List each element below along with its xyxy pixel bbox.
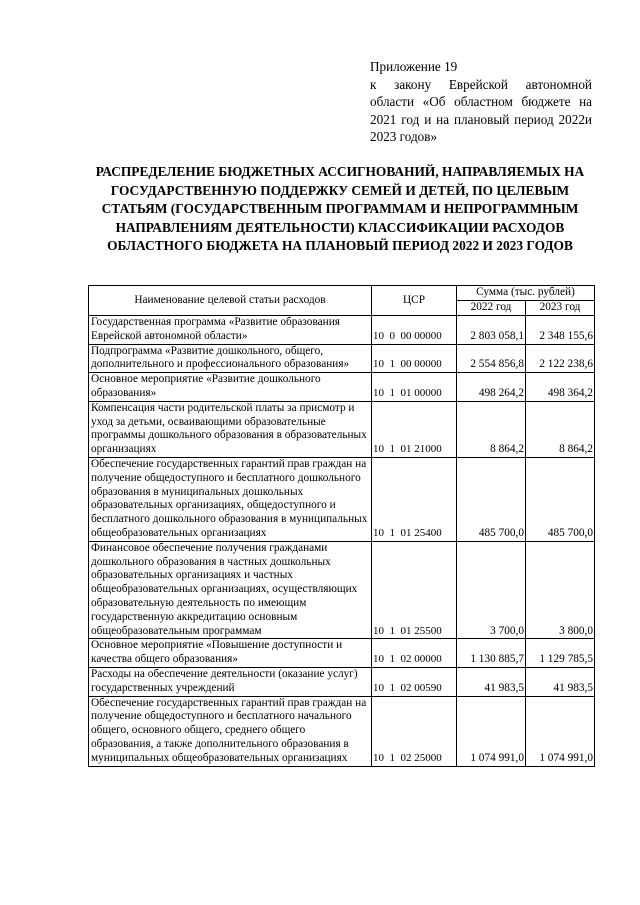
row-code: 10 1 01 25500 [372, 541, 457, 639]
table-row [89, 541, 595, 639]
table-row [89, 457, 595, 541]
table-row [89, 696, 595, 766]
header-year-2022: 2022 год [457, 301, 526, 316]
row-sum-2023: 498 364,2 [526, 373, 595, 402]
row-code: 10 0 00 00000 [372, 316, 457, 345]
row-sum-2023: 1 074 991,0 [526, 696, 595, 766]
row-sum-2023: 485 700,0 [526, 457, 595, 541]
header-sum: Сумма (тыс. рублей) [457, 286, 595, 301]
header-csr: ЦСР [372, 286, 457, 316]
header-year-2023: 2023 год [526, 301, 595, 316]
row-sum-2023: 1 129 785,5 [526, 639, 595, 668]
table-row [89, 373, 595, 402]
row-name: Компенсация части родительской платы за присмотр и уход за детьми, осваивающими образовательные программы дошкольного образования в образовательных организациях [89, 401, 372, 457]
row-code: 10 1 01 00000 [372, 373, 457, 402]
appendix-number: Приложение 19 [370, 59, 458, 74]
row-code: 10 1 01 21000 [372, 401, 457, 457]
row-sum-2023: 2 348 155,6 [526, 316, 595, 345]
row-code: 10 1 01 25400 [372, 457, 457, 541]
document-title: РАСПРЕДЕЛЕНИЕ БЮДЖЕТНЫХ АССИГНОВАНИЙ, НАПРАВЛЯЕМЫХ НА ГОСУДАРСТВЕННУЮ ПОДДЕРЖКУ СЕМЕЙ И ДЕТЕЙ, ПО ЦЕЛЕВЫМ СТАТЬЯМ (ГОСУДАРСТВЕННЫМ ПРОГРАММАМ И НЕПРОГРАММНЫМ НАПРАВЛЕНИЯМ ДЕЯТЕЛЬНОСТИ) КЛАССИФИКАЦИИ РАСХОДОВ ОБЛАСТНОГО БЮДЖЕТА НА ПЛАНОВЫЙ ПЕРИОД 2022 И 2023 ГОДОВ [95, 164, 585, 254]
row-sum-2022: 41 983,5 [457, 667, 526, 696]
table-row [89, 316, 595, 345]
appendix-law-reference: к закону Еврейской автономной области «Об областном бюджете на 2021 год и на плановый период 2022и 2023 годов» [370, 76, 592, 145]
row-name: Обеспечение государственных гарантий прав граждан на получение общедоступного и бесплатного начального общего, основного общего, среднего общего образования, а также дополнительного образования в муниципальных общеобразовательных организациях [89, 696, 372, 766]
appendix-note [370, 58, 592, 146]
row-code: 10 1 00 00000 [372, 344, 457, 373]
row-code: 10 1 02 25000 [372, 696, 457, 766]
row-sum-2022: 1 130 885,7 [457, 639, 526, 668]
row-name: Государственная программа «Развитие образования Еврейской автономной области» [89, 316, 372, 345]
table-row [89, 639, 595, 668]
row-sum-2023: 3 800,0 [526, 541, 595, 639]
row-sum-2023: 2 122 238,6 [526, 344, 595, 373]
row-sum-2022: 8 864,2 [457, 401, 526, 457]
row-name: Обеспечение государственных гарантий прав граждан на получение общедоступного и бесплатного дошкольного образования в муниципальных дошкольных образовательных организациях, общедоступного и бесплатного дошкольного образования в муниципальных общеобразовательных организациях [89, 457, 372, 541]
row-sum-2022: 2 803 058,1 [457, 316, 526, 345]
row-sum-2023: 8 864,2 [526, 401, 595, 457]
row-sum-2023: 41 983,5 [526, 667, 595, 696]
row-name: Финансовое обеспечение получения гражданами дошкольного образования в частных дошкольных образовательных организациях и частных общеобразовательных организациях, осуществляющих образовательную деятельность по имеющим государственную аккредитацию основным общеобразовательным программам [89, 541, 372, 639]
row-sum-2022: 2 554 856,8 [457, 344, 526, 373]
table-row [89, 401, 595, 457]
row-code: 10 1 02 00590 [372, 667, 457, 696]
table-row [89, 667, 595, 696]
row-sum-2022: 1 074 991,0 [457, 696, 526, 766]
row-name: Расходы на обеспечение деятельности (оказание услуг) государственных учреждений [89, 667, 372, 696]
row-name: Основное мероприятие «Повышение доступности и качества общего образования» [89, 639, 372, 668]
row-code: 10 1 02 00000 [372, 639, 457, 668]
row-name: Подпрограмма «Развитие дошкольного, общего, дополнительного и профессионального образования» [89, 344, 372, 373]
row-sum-2022: 485 700,0 [457, 457, 526, 541]
table-row [89, 344, 595, 373]
row-sum-2022: 498 264,2 [457, 373, 526, 402]
header-name: Наименование целевой статьи расходов [89, 286, 372, 316]
row-name: Основное мероприятие «Развитие дошкольного образования» [89, 373, 372, 402]
budget-table [88, 285, 595, 767]
row-sum-2022: 3 700,0 [457, 541, 526, 639]
